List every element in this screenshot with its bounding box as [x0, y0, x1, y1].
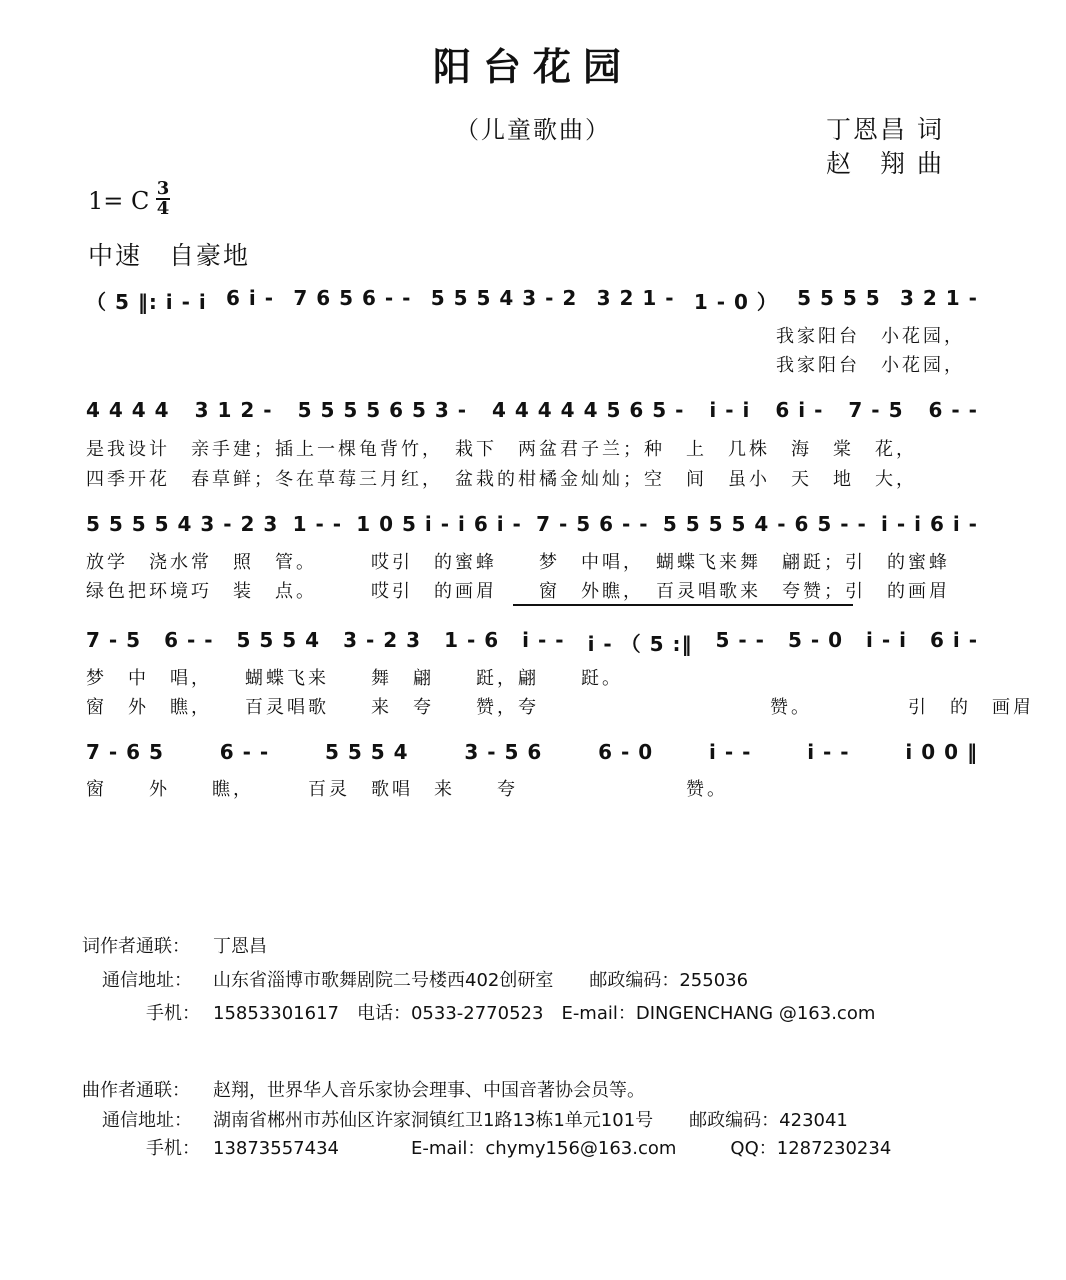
measure: 1 0 5 i - i 6 i - — [356, 512, 522, 536]
measure: 7 6 5 6 - - — [293, 286, 412, 310]
lyrics-line-1-verse-1: 我家阳台 小花园， — [776, 326, 965, 347]
lyricist-address-label: 通信地址： — [102, 970, 192, 991]
measure: 5 5 5 5 — [797, 286, 881, 310]
measure: 4 4 4 4 — [86, 398, 170, 422]
measure: 6 i - — [930, 628, 978, 652]
score-line-2 — [86, 398, 978, 422]
measure: 3 2 1 - — [596, 286, 675, 310]
measure: 6 - - — [164, 628, 214, 652]
measure: 5 5 5 5 6 5 3 - — [297, 398, 468, 422]
lyrics-line-3-verse-1: 放学 浇水常 照 管。 哎引 的蜜蜂 梦 中唱， 蝴蝶飞来舞 翩跹；引 的蜜蜂 — [86, 552, 950, 573]
time-signature-top: 3 — [156, 178, 170, 199]
composer-address: 湖南省郴州市苏仙区许家洞镇红卫1路13栋1单元101号 邮政编码：423041 — [213, 1110, 848, 1131]
measure: 7 - 6 5 — [86, 740, 164, 764]
measure: 7 - 5 — [848, 398, 904, 422]
score-line-1 — [86, 286, 978, 315]
lyrics-line-3-verse-2: 绿色把环境巧 装 点。 哎引 的画眉 窗 外瞧， 百灵唱歌来 夸赞；引 的画眉 — [86, 581, 950, 602]
measure: 3 - 5 6 — [464, 740, 543, 764]
measure: 7 - 5 — [86, 628, 142, 652]
measure: 5 - 0 — [787, 628, 844, 652]
measure: i - - — [522, 628, 565, 652]
measure: i - （ 5 :‖ — [587, 632, 693, 656]
song-subtitle: （儿童歌曲） — [455, 116, 611, 144]
lyrics-line-4-verse-1: 梦 中 唱， 蝴蝶飞来 舞 翩 跹，翩 跹。 — [86, 668, 623, 689]
lyricist-phone: 15853301617 电话：0533-2770523 E-mail：DINGENCHANG @163.com — [213, 1003, 876, 1024]
measure: 5 5 5 5 4 - 6 5 - - — [662, 512, 867, 536]
measure: 4 4 4 4 4 5 6 5 - — [492, 398, 685, 422]
measure: i - - — [709, 740, 752, 764]
measure: 5 - - — [715, 628, 765, 652]
measure: 7 - 5 6 - - — [536, 512, 649, 536]
measure: 6 i - — [226, 286, 275, 310]
measure: （ 5 ‖: i - i — [86, 290, 207, 314]
time-signature — [156, 180, 170, 218]
composer-contact-label: 曲作者通联： — [82, 1080, 190, 1101]
measure: 6 - - — [928, 398, 978, 422]
lyricist-credit: 丁恩昌 词 — [826, 115, 944, 144]
lyrics-line-2-verse-1: 是我设计 亲手建；插上一棵龟背竹， 栽下 两盆君子兰；种 上 几株 海 棠 花， — [86, 439, 917, 460]
measure: 6 i - — [775, 398, 824, 422]
time-signature-bottom: 4 — [156, 198, 170, 219]
measure: 1 - 0 ） — [693, 290, 778, 314]
key-signature: 1= C — [88, 187, 150, 215]
measure: 3 2 1 - — [900, 286, 978, 310]
lyricist-phone-label: 手机： — [146, 1003, 200, 1024]
lyricist-contact-label: 词作者通联： — [82, 936, 190, 957]
composer-contact-name: 赵翔，世界华人音乐家协会理事、中国音著协会员等。 — [213, 1080, 645, 1101]
measure: 1 - - — [292, 512, 343, 536]
measure: i 0 0 ‖ — [905, 740, 978, 764]
composer-address-label: 通信地址： — [102, 1110, 192, 1131]
measure: 5 5 5 4 — [236, 628, 321, 652]
lyricist-address: 山东省淄博市歌舞剧院二号楼西402创研室 邮政编码：255036 — [213, 970, 749, 991]
composer-phone: 13873557434 E-mail：chymy156@163.com QQ：1287230234 — [213, 1138, 892, 1159]
lyrics-line-1-verse-2: 我家阳台 小花园， — [776, 355, 965, 376]
lyrics-line-5-verse-1: 窗 外 瞧， 百灵 歌唱 来 夸 赞。 — [86, 779, 728, 800]
measure: i - - — [807, 740, 850, 764]
measure: 1 - 6 — [444, 628, 500, 652]
measure: 3 - 2 3 — [343, 628, 422, 652]
score-line-4 — [86, 628, 978, 657]
measure: i - i — [709, 398, 751, 422]
score-line-3 — [86, 512, 978, 536]
measure: 6 - 0 — [598, 740, 654, 764]
lyrics-line-2-verse-2: 四季开花 春草鲜；冬在草莓三月红， 盆栽的柑橘金灿灿；空 间 虽小 天 地 大， — [86, 469, 917, 490]
composer-credit: 赵 翔 曲 — [826, 149, 944, 178]
measure: 6 - - — [219, 740, 270, 764]
composer-phone-label: 手机： — [146, 1138, 200, 1159]
measure: 5 5 5 4 3 - 2 — [430, 286, 578, 310]
measure: 5 5 5 5 4 3 - 2 3 — [86, 512, 279, 536]
measure: 5 5 5 4 — [325, 740, 409, 764]
volta-bracket — [513, 604, 853, 606]
tempo-marking: 中速 自豪地 — [88, 241, 251, 270]
measure: 3 1 2 - — [194, 398, 273, 422]
lyrics-line-4-verse-2: 窗 外 瞧， 百灵唱歌 来 夸 赞，夸 赞。 引 的 画眉 — [86, 697, 1034, 718]
measure: i - i 6 i - — [881, 512, 978, 536]
lyricist-contact-name: 丁恩昌 — [213, 936, 267, 957]
score-line-5 — [86, 740, 978, 764]
song-title: 阳台花园 — [432, 44, 633, 89]
measure: i - i — [866, 628, 907, 652]
